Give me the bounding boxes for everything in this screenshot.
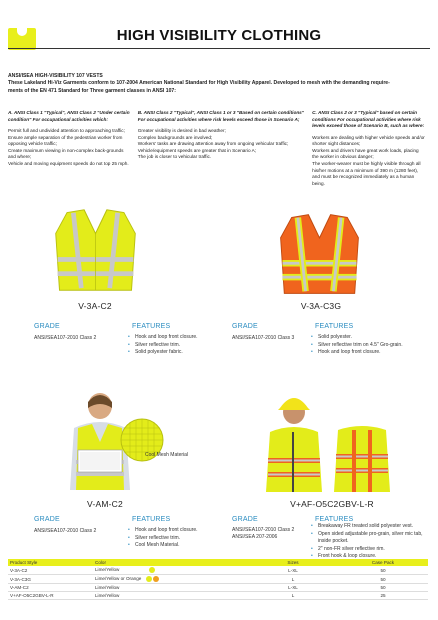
feature-item: • Hook and loop front closure. — [311, 349, 429, 357]
features-list — [311, 334, 429, 357]
feature-item: • Front hook & loop closure. — [311, 553, 429, 561]
grade-value: ANSI/SEA107-2010 Class 2 — [34, 335, 97, 341]
scenario-b — [138, 110, 306, 187]
intro-section — [8, 73, 426, 95]
cell-color — [93, 575, 248, 584]
intro-body-line2: ments of the EN 471 Standard for Three garment classes in ANSI 107: — [8, 87, 176, 94]
column-header: Case Pack — [338, 559, 428, 566]
color-dot-yellow-icon — [146, 576, 152, 582]
cell-color — [93, 566, 248, 575]
scenario-line: Permit full and undivided attention to approaching traffic; — [8, 128, 125, 134]
feature-item: • Hook and loop front closure. — [128, 527, 218, 535]
color-dot-yellow-icon — [149, 567, 155, 573]
grade-heading: GRADE — [34, 323, 60, 330]
title-divider — [8, 48, 430, 49]
scenario-line: Vehicle and moving equipment speeds do not top 25 mph. — [8, 161, 129, 167]
cell-style: V-3A-C2 — [8, 566, 93, 575]
model-name: V-3A-C2 — [78, 301, 112, 311]
column-header: Sizes — [248, 559, 338, 566]
feature-item: • Silver reflective trim. — [128, 535, 218, 543]
feature-item: • Solid polyester fabric. — [128, 349, 218, 357]
scenario-title: A. ANSI Class 1 "Typical", ANSI Class 2 "Under certain condition" For occupational activities which: — [8, 110, 130, 122]
model-name: V+AF-O5C2GBV-L-R — [290, 499, 374, 509]
cell-sizes: L — [248, 592, 338, 600]
cell-pack: 50 — [338, 566, 428, 575]
table-header-row — [8, 559, 428, 566]
cell-sizes: L-XL — [248, 584, 338, 592]
feature-item: • 2" non-FR silver reflective rim. — [311, 546, 429, 554]
column-header: Color — [93, 559, 248, 566]
intro-body-line1: These Lakeland Hi-Viz Garments conform to 107-2004 American National Standard for High Visibility Apparel. Developed to mesh with the demanding require- — [8, 80, 390, 87]
scenario-line: Vehicle/equipment speeds are greater that in Scenario A; — [137, 147, 257, 153]
model-name: V-3A-C3G — [300, 301, 342, 311]
mesh-caption: Cool Mesh Material — [145, 452, 189, 458]
cell-style: V-3A-C3G — [8, 575, 93, 584]
scenario-line: The worker-wearer must be highly visible through all his/her motions at a minimum of 390 m (1280 feet), and must be recognized immediately as a human being. — [312, 161, 421, 186]
column-header: Product Style — [8, 559, 93, 566]
color-text: Lime/Yellow — [95, 567, 120, 573]
feature-item: • Hook and loop front closure. — [128, 334, 218, 342]
scenario-line: The job is closer to vehicular traffic. — [137, 154, 212, 160]
feature-item: • Silver reflective trim. — [128, 342, 218, 350]
feature-item: • Open sided adjustable pro-grain, silver mic tab, inside pocket. — [311, 531, 429, 546]
grade-value: ANSI/SEA107-2010 Class 3 — [232, 335, 295, 341]
cell-style: V-AM-C2 — [8, 584, 93, 592]
vest-image-vaf-workers — [262, 392, 392, 492]
product-table — [8, 559, 428, 600]
cell-pack: 50 — [338, 575, 428, 584]
grade-line: ANSI/SEA107-2010 Class 2 — [232, 527, 295, 533]
scenario-line: Workers and drivers have great work loads, placing the worker in obvious danger; — [312, 147, 419, 160]
scenario-line: Create maximum viewing in non-complex back-grounds and where; — [8, 147, 124, 160]
scenario-c — [312, 110, 426, 187]
feature-item: • Silver reflective trim on 4.5" Gro-grain. — [311, 342, 429, 350]
grade-line: ANSI/SEA 207-2006 — [232, 534, 278, 541]
features-list — [128, 334, 218, 357]
cell-pack: 50 — [338, 584, 428, 592]
page-title: HIGH VISIBILITY CLOTHING — [116, 27, 322, 44]
grade-heading: GRADE — [34, 516, 60, 523]
cell-sizes: L-XL — [248, 566, 338, 575]
grade-value: ANSI/SEA107-2010 Class 2 — [34, 528, 97, 534]
scenario-line: Complex backgrounds are involved; — [137, 134, 213, 140]
table-row — [8, 575, 428, 584]
table-row — [8, 566, 428, 575]
features-heading: FEATURES — [315, 516, 354, 523]
cell-style: V+AF-O5C2GBV-L-R — [8, 592, 93, 600]
scenario-line: Workers are dealing with higher vehicle speeds and/or shorter sight distances; — [312, 134, 425, 147]
features-list — [128, 527, 218, 550]
grade-heading: GRADE — [232, 516, 258, 523]
scenarios-row — [8, 110, 426, 187]
model-name: V-AM-C2 — [87, 499, 123, 509]
table-row — [8, 592, 428, 600]
color-text: Lime/Yellow or Orange — [95, 576, 142, 582]
cell-color: Lime/Yellow — [93, 584, 248, 592]
intro-heading: ANSI/ISEA HIGH-VISIBILITY 107 VESTS — [8, 73, 103, 79]
feature-item: • Cool Mesh Material. — [128, 542, 218, 550]
features-heading: FEATURES — [132, 323, 171, 330]
scenario-title: C. ANSI Class 2 or 3 "Typical" based on certain conditions For occupational activities where risk levels exceed those of Scenario B, such as where: — [312, 110, 425, 129]
scenario-a — [8, 110, 132, 187]
scenario-title: B. ANSI Class 2 "Typical", ANSI Class 1 or 3 "Based on certain conditions" For occupational activities where risk levels exceed those in Scenario A; — [137, 110, 305, 122]
cell-sizes: L — [248, 575, 338, 584]
vest-image-v3ac2 — [48, 205, 143, 295]
scenario-line: Workers' tasks are drawing attention away from ongoing vehicular traffic; — [137, 141, 289, 147]
features-list — [311, 523, 429, 561]
scenario-line: Ensure ample separation of the pedestrian worker from opposing vehicle traffic; — [8, 134, 123, 147]
cell-pack: 25 — [338, 592, 428, 600]
feature-item: • Solid polyester. — [311, 334, 429, 342]
grade-heading: GRADE — [232, 323, 258, 330]
feature-item: • Breakaway FR treated solid polyester vest. — [311, 523, 429, 531]
cell-color: Lime/Yellow — [93, 592, 248, 600]
vest-image-v3ac3g — [272, 210, 367, 298]
scenario-line: Greater visibility is desired in bad weather; — [137, 128, 226, 134]
table-row — [8, 584, 428, 592]
color-dot-orange-icon — [153, 576, 159, 582]
features-heading: FEATURES — [132, 516, 171, 523]
grade-value — [232, 527, 294, 542]
features-heading: FEATURES — [315, 323, 354, 330]
